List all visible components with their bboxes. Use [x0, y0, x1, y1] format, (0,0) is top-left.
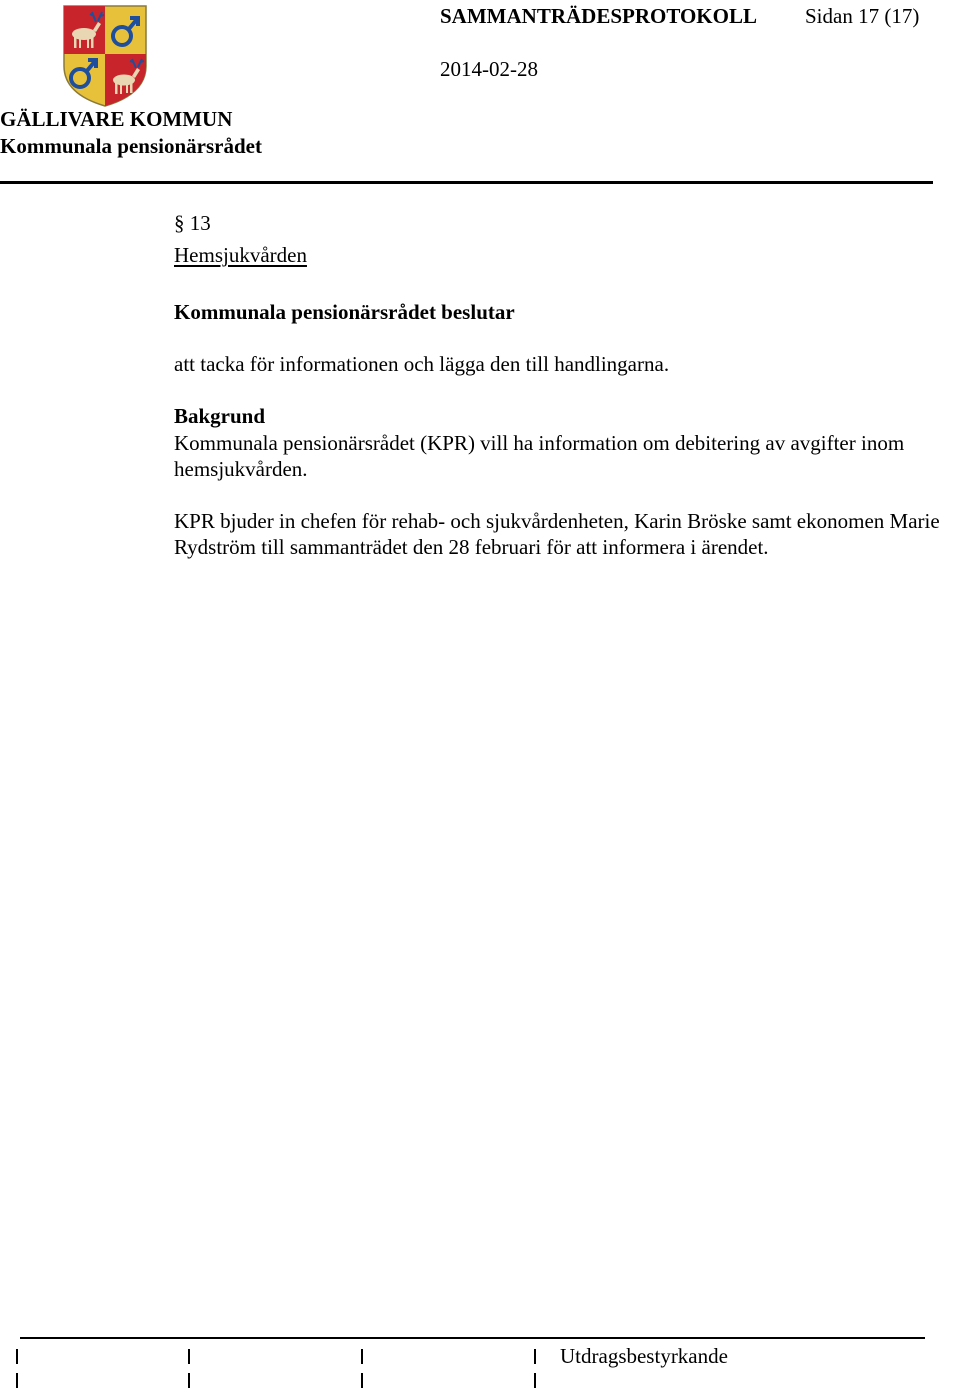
signature-box-divider: [361, 1349, 363, 1364]
background-paragraph-1: Kommunala pensionärsrådet (KPR) vill ha information om debitering av avgifter inom hemsjukvården.: [174, 431, 905, 481]
paragraph-number: § 13: [174, 211, 211, 235]
document-type: SAMMANTRÄDESPROTOKOLL: [440, 4, 757, 28]
council-name: Kommunala pensionärsrådet: [0, 134, 262, 158]
footer-divider: [20, 1337, 925, 1339]
signature-box-divider: [534, 1373, 536, 1388]
meeting-date: 2014-02-28: [440, 57, 538, 81]
background-paragraph-2: KPR bjuder in chefen för rehab- och sjukvårdenheten, Karin Bröske samt ekonomen Marie Rydström till sammanträdet den 28 februari för att informera i ärendet.: [174, 509, 940, 559]
coat-of-arms-logo: [62, 4, 148, 108]
signature-box-divider: [188, 1349, 190, 1364]
signature-box-divider: [534, 1349, 536, 1364]
paragraph-title: Hemsjukvården: [174, 243, 307, 267]
organization-name: GÄLLIVARE KOMMUN: [0, 107, 233, 131]
header-divider: [0, 181, 933, 184]
background-heading: Bakgrund: [174, 404, 266, 428]
page-indicator: Sidan 17 (17): [805, 4, 920, 28]
decision-heading: Kommunala pensionärsrådet beslutar: [174, 300, 515, 324]
signature-box-divider: [361, 1373, 363, 1388]
signature-box-divider: [188, 1373, 190, 1388]
certification-label: Utdragsbestyrkande: [560, 1344, 728, 1368]
decision-text: att tacka för informationen och lägga den till handlingarna.: [174, 352, 670, 376]
signature-box-divider: [16, 1373, 18, 1388]
signature-box-divider: [16, 1349, 18, 1364]
